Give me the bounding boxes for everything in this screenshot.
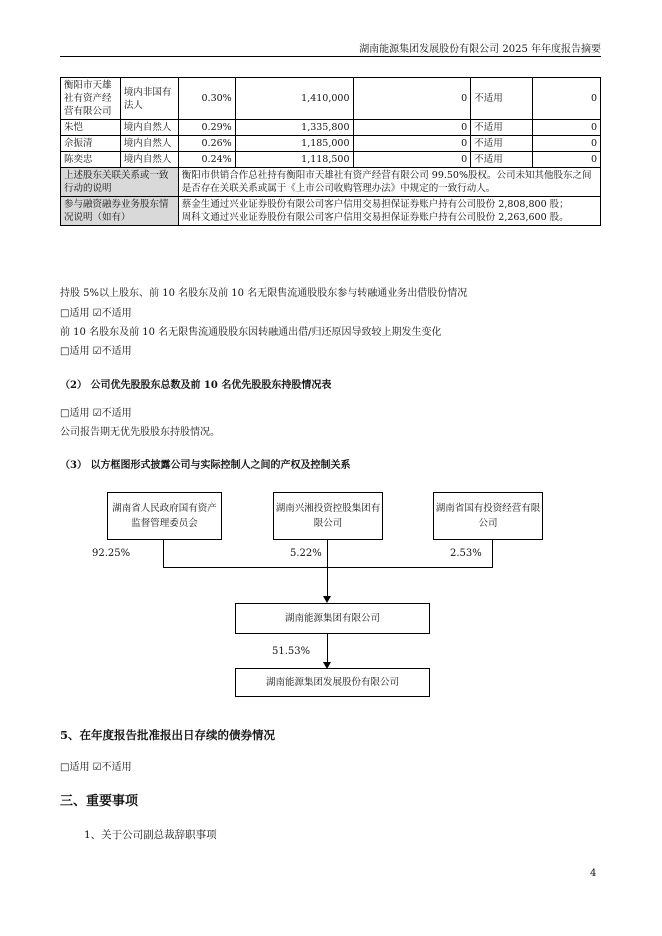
- page-number: 4: [590, 868, 597, 879]
- applicability-option: □适用 ☑不适用: [60, 346, 132, 357]
- box-sasac: 湖南省人民政府国有资产监督管理委员会: [107, 492, 222, 540]
- shareholder-table: [60, 77, 601, 226]
- holder-name: 衡阳市天雄社有资产经营有限公司: [61, 78, 121, 120]
- pledge-status: 不适用: [471, 152, 533, 168]
- pct-label: 5.22%: [290, 548, 322, 559]
- box-state-invest: 湖南省国有投资经营有限公司: [433, 492, 543, 540]
- holder-pct: 0.29%: [178, 120, 235, 136]
- holder-type: 境内非国有法人: [120, 78, 178, 120]
- applicability-option: □适用 ☑不适用: [60, 408, 132, 419]
- table-row: [61, 136, 601, 152]
- margin-text: [178, 197, 600, 226]
- arrow-down-icon: [323, 596, 331, 603]
- holder-type: 境内自然人: [120, 152, 178, 168]
- holder-name: 朱恺: [61, 120, 121, 136]
- holder-name: 佘振清: [61, 136, 121, 152]
- margin-line: 周科文通过兴业证券股份有限公司客户信用交易担保证券账户持有公司股份 2,263,600 股。: [181, 212, 569, 223]
- table-row: [61, 120, 601, 136]
- chart-title: （3） 以方框图形式披露公司与实际控制人之间的产权及控制关系: [60, 460, 351, 471]
- item1: 1、关于公司副总裁辞职事项: [84, 829, 217, 841]
- box-parent: 湖南能源集团有限公司: [235, 603, 430, 634]
- holder-name: 陈奕忠: [61, 152, 121, 168]
- pct-label: 92.25%: [92, 548, 131, 559]
- pledge-qty: 0: [533, 78, 601, 120]
- applicability-option: □适用 ☑不适用: [60, 762, 132, 773]
- margin-label: 参与融资融券业务股东情况说明（如有）: [61, 197, 179, 226]
- page-header: 湖南能源集团发展股份有限公司 2025 年年度报告摘要: [359, 44, 601, 55]
- pref-title: （2） 公司优先股股东总数及前 10 名优先股股东持股情况表: [60, 380, 332, 391]
- connector-line: [327, 539, 328, 567]
- holder-shares: 1,185,000: [235, 136, 353, 152]
- holder-shares: 1,410,000: [235, 78, 353, 120]
- table-row: [61, 78, 601, 120]
- applicability-option: □适用 ☑不适用: [60, 308, 132, 319]
- connector-line: [163, 539, 164, 567]
- holder-restricted: 0: [353, 120, 471, 136]
- pledge-status: 不适用: [471, 136, 533, 152]
- connector-line: [163, 567, 493, 568]
- holder-restricted: 0: [353, 152, 471, 168]
- pref-text: 公司报告期无优先股股东持股情况。: [60, 427, 220, 438]
- holder-restricted: 0: [353, 136, 471, 152]
- bond-title: 5、在年度报告批准报出日存续的债券情况: [60, 728, 275, 742]
- pct-label: 2.53%: [450, 548, 482, 559]
- header-rule: [60, 56, 601, 57]
- connector-line: [327, 567, 328, 597]
- major-title: 三、重要事项: [60, 794, 139, 809]
- box-company: 湖南能源集团发展股份有限公司: [235, 668, 430, 697]
- box-xingxiang: 湖南兴湘投资控股集团有限公司: [273, 492, 383, 540]
- pledge-qty: 0: [533, 136, 601, 152]
- pledge-qty: 0: [533, 152, 601, 168]
- pledge-qty: 0: [533, 120, 601, 136]
- holder-shares: 1,118,500: [235, 152, 353, 168]
- table-row: [61, 152, 601, 168]
- holder-shares: 1,335,800: [235, 120, 353, 136]
- margin-line: 蔡金生通过兴业证券股份有限公司客户信用交易担保证券账户持有公司股份 2,808,800 股；: [181, 199, 569, 210]
- connector-line: [492, 539, 493, 567]
- pledge-status: 不适用: [471, 78, 533, 120]
- holder-type: 境内自然人: [120, 136, 178, 152]
- lending-title: 持股 5%以上股东、前 10 名股东及前 10 名无限售流通股股东参与转融通业务出借股份情况: [60, 288, 468, 299]
- holder-pct: 0.26%: [178, 136, 235, 152]
- holder-type: 境内自然人: [120, 120, 178, 136]
- related-label: 上述股东关联关系或一致行动的说明: [61, 168, 179, 197]
- pledge-status: 不适用: [471, 120, 533, 136]
- connector-line: [327, 633, 328, 665]
- change-title: 前 10 名股东及前 10 名无限售流通股股东因转融通出借/归还原因导致较上期发生变化: [60, 327, 442, 338]
- holder-pct: 0.30%: [178, 78, 235, 120]
- holder-pct: 0.24%: [178, 152, 235, 168]
- table-row: [61, 197, 601, 226]
- related-text: 衡阳市供销合作总社持有衡阳市天雄社有资产经营有限公司 99.50%股权。公司未知其他股东之间是否存在关联关系或属于《上市公司收购管理办法》中规定的一致行动人。: [178, 168, 600, 197]
- table-row: [61, 168, 601, 197]
- holder-restricted: 0: [353, 78, 471, 120]
- pct-label: 51.53%: [272, 646, 311, 657]
